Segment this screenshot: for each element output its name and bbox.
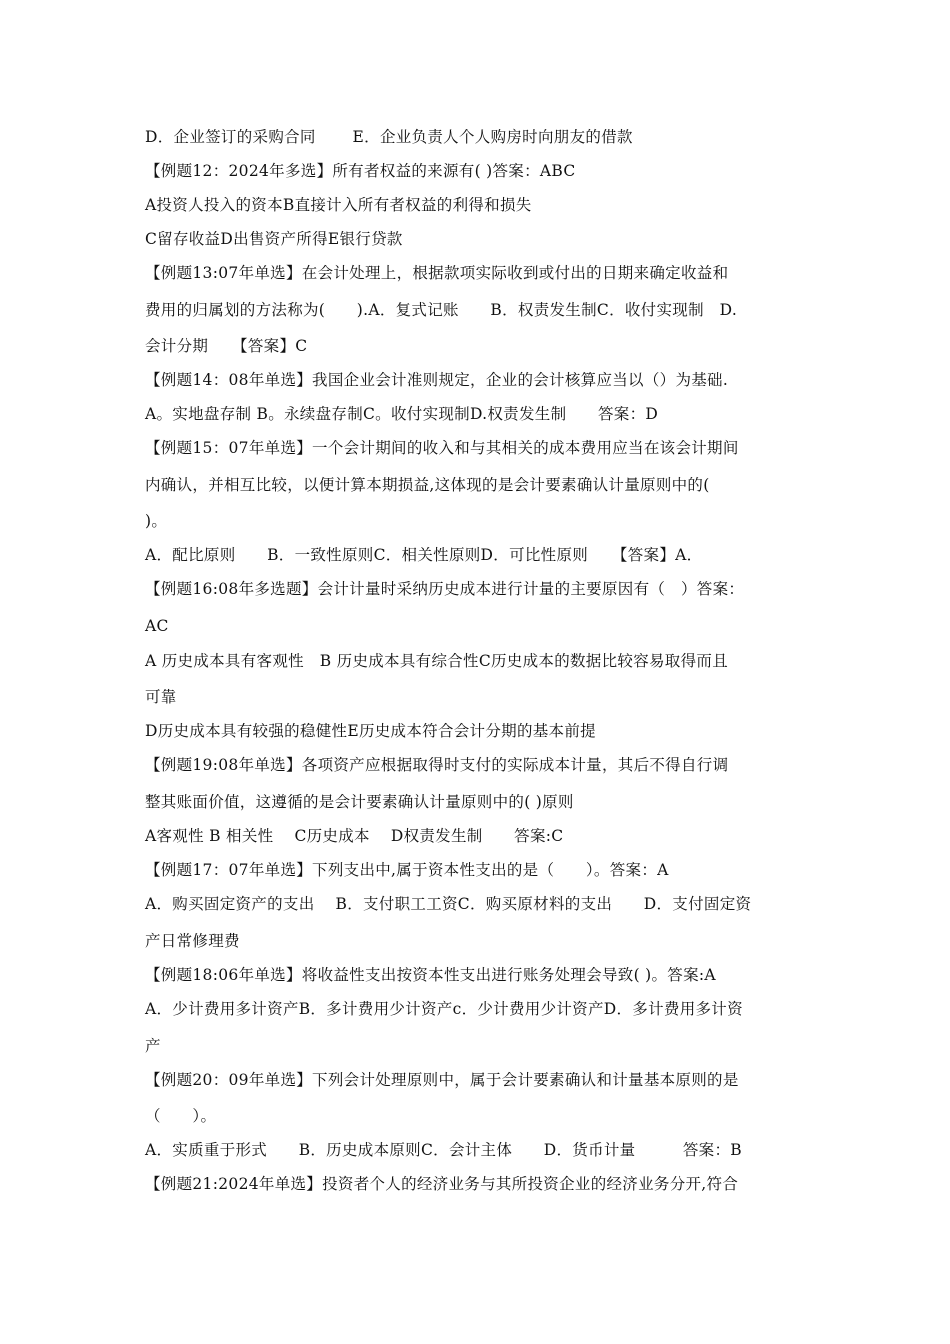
- text-line: A投资人投入的资本B直接计入所有者权益的利得和损失: [145, 196, 532, 214]
- text-line: 【例题14：08年单选】我国企业会计准则规定，企业的会计核算应当以（）为基础.: [145, 371, 729, 389]
- text-line: 内确认，并相互比较，以便计算本期损益,这体现的是会计要素确认计量原则中的(: [145, 476, 710, 494]
- text-line: 【例题21:2024年单选】投资者个人的经济业务与其所投资企业的经济业务分开,符合: [145, 1175, 739, 1193]
- text-line: （ ）。: [145, 1107, 217, 1125]
- text-line: 【例题16:08年多选题】会计计量时采纳历史成本进行计量的主要原因有（ ）答案：: [145, 580, 745, 598]
- text-line: D历史成本具有较强的稳健性E历史成本符合会计分期的基本前提: [145, 722, 596, 740]
- text-line: 产日常修理费: [145, 932, 240, 950]
- text-line: AC: [145, 617, 169, 635]
- text-line: A．实质重于形式 B．历史成本原则C．会计主体 D．货币计量 答案：B: [145, 1141, 742, 1159]
- text-line: 会计分期 【答案】C: [145, 337, 308, 355]
- text-line: 可靠: [145, 688, 177, 706]
- text-line: 费用的归属划的方法称为( ).A．复式记账 B．权责发生制C．收付实现制 D.: [145, 301, 738, 319]
- text-line: )。: [145, 512, 168, 530]
- text-line: C留存收益D出售资产所得E银行贷款: [145, 230, 403, 248]
- text-line: 【例题12：2024年多选】所有者权益的来源有( )答案：ABC: [145, 162, 576, 180]
- text-line: 产: [145, 1037, 161, 1055]
- text-line: 整其账面价值，这遵循的是会计要素确认计量原则中的( )原则: [145, 793, 574, 811]
- text-line: D．企业签订的采购合同 E．企业负责人个人购房时向朋友的借款: [145, 128, 633, 146]
- text-line: 【例题13:07年单选】在会计处理上，根据款项实际收到或付出的日期来确定收益和: [145, 264, 729, 282]
- text-line: A 历史成本具有客观性 B 历史成本具有综合性C历史成本的数据比较容易取得而且: [145, 652, 728, 670]
- text-line: A．配比原则 B．一致性原则C．相关性原则D．可比性原则 【答案】A．: [145, 546, 703, 564]
- text-line: A．少计费用多计资产B．多计费用少计资产c．少计费用少计资产D．多计费用多计资: [145, 1000, 743, 1018]
- text-line: A。实地盘存制 B。永续盘存制C。收付实现制D.权责发生制 答案：D: [145, 405, 659, 423]
- text-line: 【例题19:08年单选】各项资产应根据取得时支付的实际成本计量，其后不得自行调: [145, 756, 729, 774]
- text-line: A客观性 B 相关性 C历史成本 D权责发生制 答案:C: [145, 827, 564, 845]
- text-line: 【例题15：07年单选】一个会计期间的收入和与其相关的成本费用应当在该会计期间: [145, 439, 739, 457]
- text-line: A．购买固定资产的支出 B．支付职工工资C．购买原材料的支出 D．支付固定资: [145, 895, 752, 913]
- text-line: 【例题18:06年单选】将收益性支出按资本性支出进行账务处理会导致( )。答案:A: [145, 966, 716, 984]
- text-line: 【例题17：07年单选】下列支出中,属于资本性支出的是（ ）。答案：A: [145, 861, 669, 879]
- text-line: 【例题20：09年单选】下列会计处理原则中，属于会计要素确认和计量基本原则的是: [145, 1071, 739, 1089]
